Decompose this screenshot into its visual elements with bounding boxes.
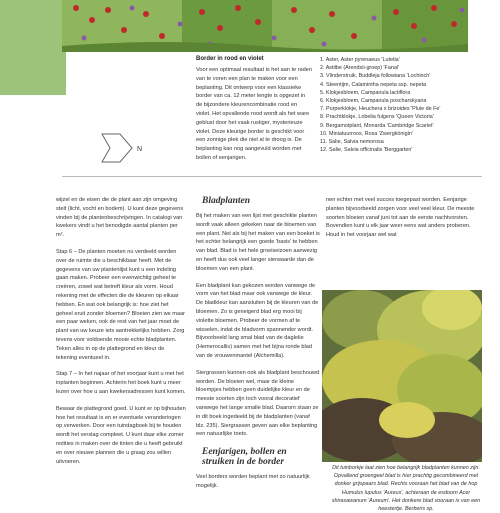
list-item: 11. Salie, Salvia nemorosa <box>320 139 384 146</box>
paragraph: Siergrassen kunnen ook als bladplant beschouwd worden. De bloeien wel, maar de kleine bloempjes hebben geen duidelijke kleur en de meeste soorten zijn toch vooral decoratief vanwege het lange smalle blad. Daarom staan ze in dit boek ingedeeld bij de bladplanten (vanaf blz. 235). Siergrassen geven aan elke beplanting een natuurlijke toets. <box>196 369 320 438</box>
photo-caption: Dit tuinborkje laat zien hoe belangrijk bladplanten kunnen zijn. Opvallend groengeel blad is hier prachtig gecombineerd met donker grijspaars blad. Rechts vooraan het blad van de hop Humulus lupulus 'Aureus', achteraan de esdoorn Acer shirasawanum 'Aureum'. Het donkere blad vooraan is van een heestertje. Berberis sp. <box>331 465 481 513</box>
paragraph: Stap 6 – De planten moeten nu verdeeld worden over de ruimte die u beschikbaar heeft. Met de gegevens van uw plantenlijst kunt u een indeling gaan maken. Probeer een evenwichtig geheel te creëren, zowel wat betreft kleur als vorm. Houd rekening met de effecten die de kleuren op elkaar hebben. En wat ook belangrijk is: hoe ziet het geheel eruit zonder bloemen? Bloeien zien we maar een paar weken, ook de rest van het jaar moet de plant van uw keuze iets aantrekkelijks hebben. Zorg tevens voor voldoende mooie echte bladplanten. Teken alles in op de plattegrond en kleur de tekening eventueel in. <box>56 248 186 361</box>
list-item: 7. Purperklokje, Heuchera x brizoides 'Pluie de Fe' <box>320 106 441 113</box>
border-box-text: Voor een optimaal resultaat is het aan te raden van te voren een plan te maken voor een beplanting. Dit ontwerp voor een klassieke border van ca. 12 meter lengte is opgezet in de bijzondere kleurencombinatie rood en violet. Het opvallende rood wordt als het ware geblust door het vaak rustiger, mysterieuze violet. Deze kleurige border is geschikt voor een zonnige plek die niet al te droog is. De beplanting kan nog aangevuld worden met bollen of eenjarigen. <box>196 67 312 161</box>
planting-illustration-strip <box>0 0 66 95</box>
planting-illustration <box>62 0 468 52</box>
paragraph: Een bladplant kan gekozen worden vanwege de vorm van het blad maar ook vanwege de kleur. De bladkleur kan aansluiten bij de kleuren van de bloemen. Zo is geneigerd blad erg mooi bij violette bloemen. Probeer de vormen af te wisselen, indat de bladvorm spannender wordt. Bijvoorbeeld lang smal blad van de daglelie (Hemerocallis) samen met het bijna ronde blad van de vrouwenmantel (Alchemilla). <box>196 282 319 359</box>
list-item: 4. Steentijm, Calamintha nepeta ssp. nepeta <box>320 81 427 88</box>
section-heading-2: Eenjarigen, bollen en struiken in de border <box>202 447 287 468</box>
compass-label: N <box>137 146 143 153</box>
plant-list <box>320 56 492 154</box>
list-item: 8. Prachtklokje, Lobelia fulgens 'Queen Victoria' <box>320 114 434 121</box>
middle-column <box>196 196 320 500</box>
paragraph: wijzel en de eisen die de plant aan zijn omgeving stelt (licht, vocht en bodem). U kunt deze gegevens vinden bij de plantenbeschrijvingen. In catalogi van kwekers vindt u het benodigde aantal planten per m². <box>56 197 184 239</box>
list-item: 6. Klokjesbloem, Campanula poscharskyana <box>320 98 427 105</box>
left-column <box>56 196 186 500</box>
paragraph: Veel borders worden beplant met zo natuurlijk mogelijk. <box>196 474 310 489</box>
list-item: 1. Aster, Aster pyrenaeus 'Lutetia' <box>320 57 400 63</box>
right-column-text: nen echter met veel succes toegepast worden. Eenjarige planten bijvoorbeeld zorgen voor veel veel kleur. De meeste soorten bloeien vanaf juni tot aan de eerste nachtvorsten. Bovendien kunt u elk jaar weer eens wat anders proberen. Houd in het voorjaar wel wat <box>326 197 475 239</box>
paragraph: Stap 7 – In het najaar of het voorjaar kunt u met het inplanten beginnen. Achterin het boek kunt u meer lezen over hoe u aan kwekersadressen kunt komen. <box>56 371 186 395</box>
border-box-title: Border in rood en violet <box>196 56 264 62</box>
section-heading: Bladplanten <box>202 196 251 206</box>
list-item: 12. Salie, Salvia officinalis 'Berggarten' <box>320 147 413 154</box>
list-item: 5. Klokjesbloem, Campanula lactiflora <box>320 89 411 96</box>
paragraph: Bewaar de plattegrond goed. U kunt er op bijhouden hoe het resultaat is en er eventuele veranderingen op verwerken. Door een tuindagboek bij te houden wordt het verslag compleet. U kunt daar elke zomer notities in maken over de tinten die u heeft gebruikt en over nieuwe plannen die u graag zou willen uitvoeren. <box>56 405 186 465</box>
section-divider <box>62 176 482 177</box>
paragraph: Bij het maken van een lijst met geschikte planten wordt vaak alleen gekeken naar de bloemen van een plant. Net als bij het maken van een boeket is het echter belangrijk een goede 'basis' te hebben van blad. Blad is het hele groeiseizoen aanwezig en heeft dus ook veel langer sierwaarde dan de bloemen van een plant. <box>196 213 320 272</box>
list-item: 9. Bergamotplant, Monarda 'Cambridge Scarlet' <box>320 122 434 129</box>
compass-arrow <box>100 128 150 168</box>
border-description <box>196 56 312 163</box>
list-item: 3. Vlinderstruik, Buddleja followiana 'Lochinch' <box>320 73 431 80</box>
list-item: 10. Miniatuurroos, Rosa 'Zwergkönigin' <box>320 130 413 137</box>
list-item: 2. Astilbe (Arendsii-groep) 'Fanal' <box>320 65 400 72</box>
garden-photo <box>322 290 482 462</box>
